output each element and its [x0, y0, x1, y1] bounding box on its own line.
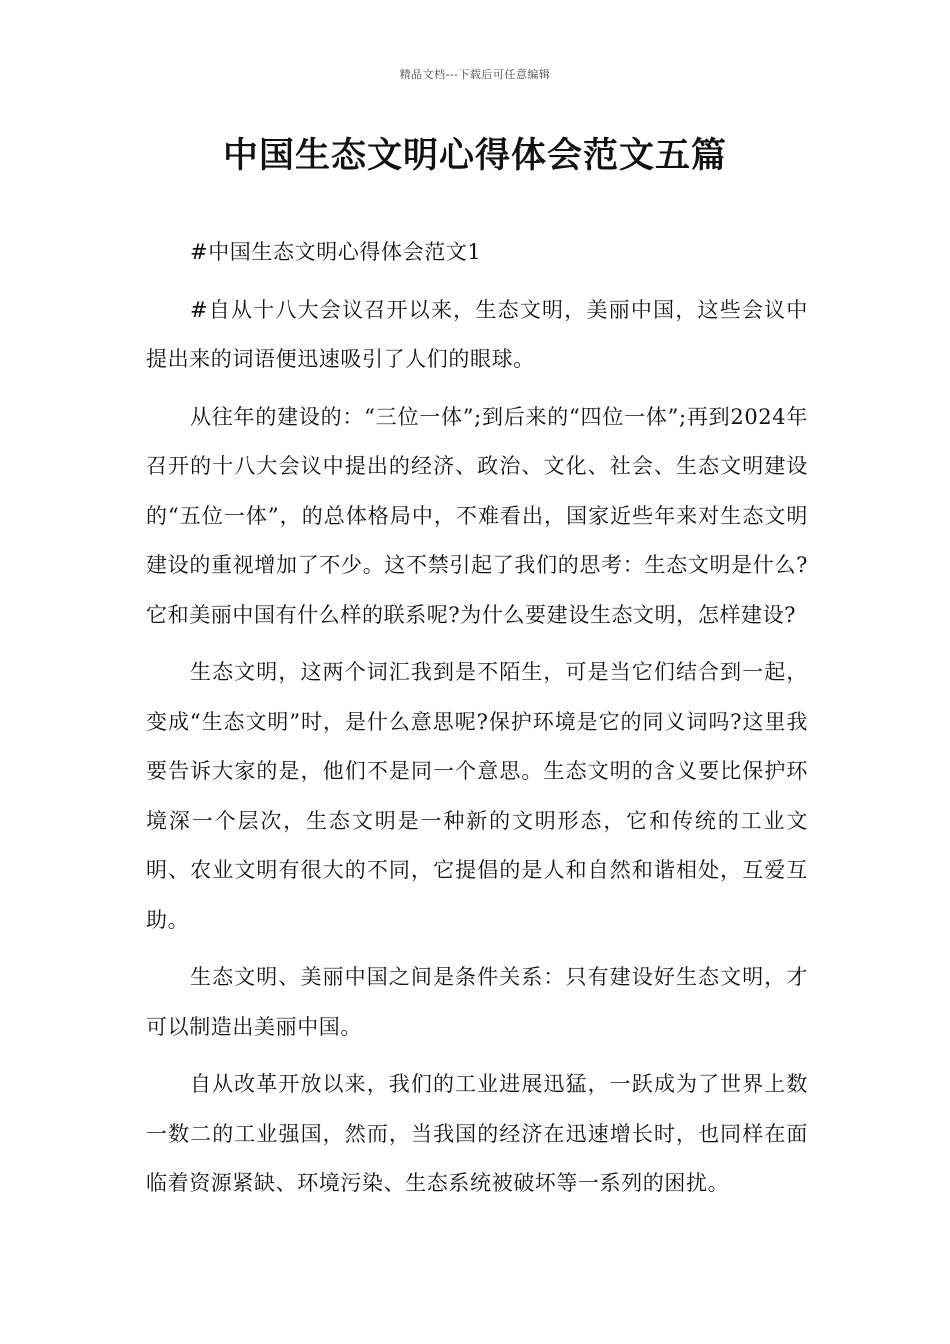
paragraph: #中国生态文明心得体会范文1 [190, 240, 482, 264]
paragraph: 生态文明，这两个词汇我到是不陌生，可是当它们结合到一起，变成“生态文明”时，是什么意思呢?保护环境是它的同义词吗?这里我要告诉大家的是，他们不是同一个意思。生态文明的含义要比保护环境深一个层次，生态文明是一种新的文明形态，它和传统的工业文明、农业文明有很大的不同，它提倡的是人和自然和谐相处，互爱互助。 [146, 660, 808, 932]
paragraph: #自从十八大会议召开以来，生态文明，美丽中国，这些会议中提出来的词语便迅速吸引了人们的眼球。 [146, 297, 808, 371]
paragraph: 自从改革开放以来，我们的工业进展迅猛，一跃成为了世界上数一数二的工业强国，然而，当我国的经济在迅速增长时，也同样在面临着资源紧缺、环境污染、生态系统被破坏等一系列的困扰。 [146, 1072, 808, 1195]
document-body [146, 228, 808, 1217]
paragraph: 生态文明、美丽中国之间是条件关系：只有建设好生态文明，才可以制造出美丽中国。 [146, 965, 808, 1039]
header-note: 精品文档---下载后可任意编辑 [399, 68, 551, 81]
paragraph: 从往年的建设的：“三位一体”;到后来的“四位一体”;再到2024年召开的十八大会议中提出的经济、政治、文化、社会、生态文明建设的“五位一体”，的总体格局中，不难看出，国家近些年来对生态文明建设的重视增加了不少。这不禁引起了我们的思考：生态文明是什么?它和美丽中国有什么样的联系呢?为什么要建设生态文明，怎样建设? [146, 404, 808, 627]
document-title: 中国生态文明心得体会范文五篇 [222, 136, 727, 176]
